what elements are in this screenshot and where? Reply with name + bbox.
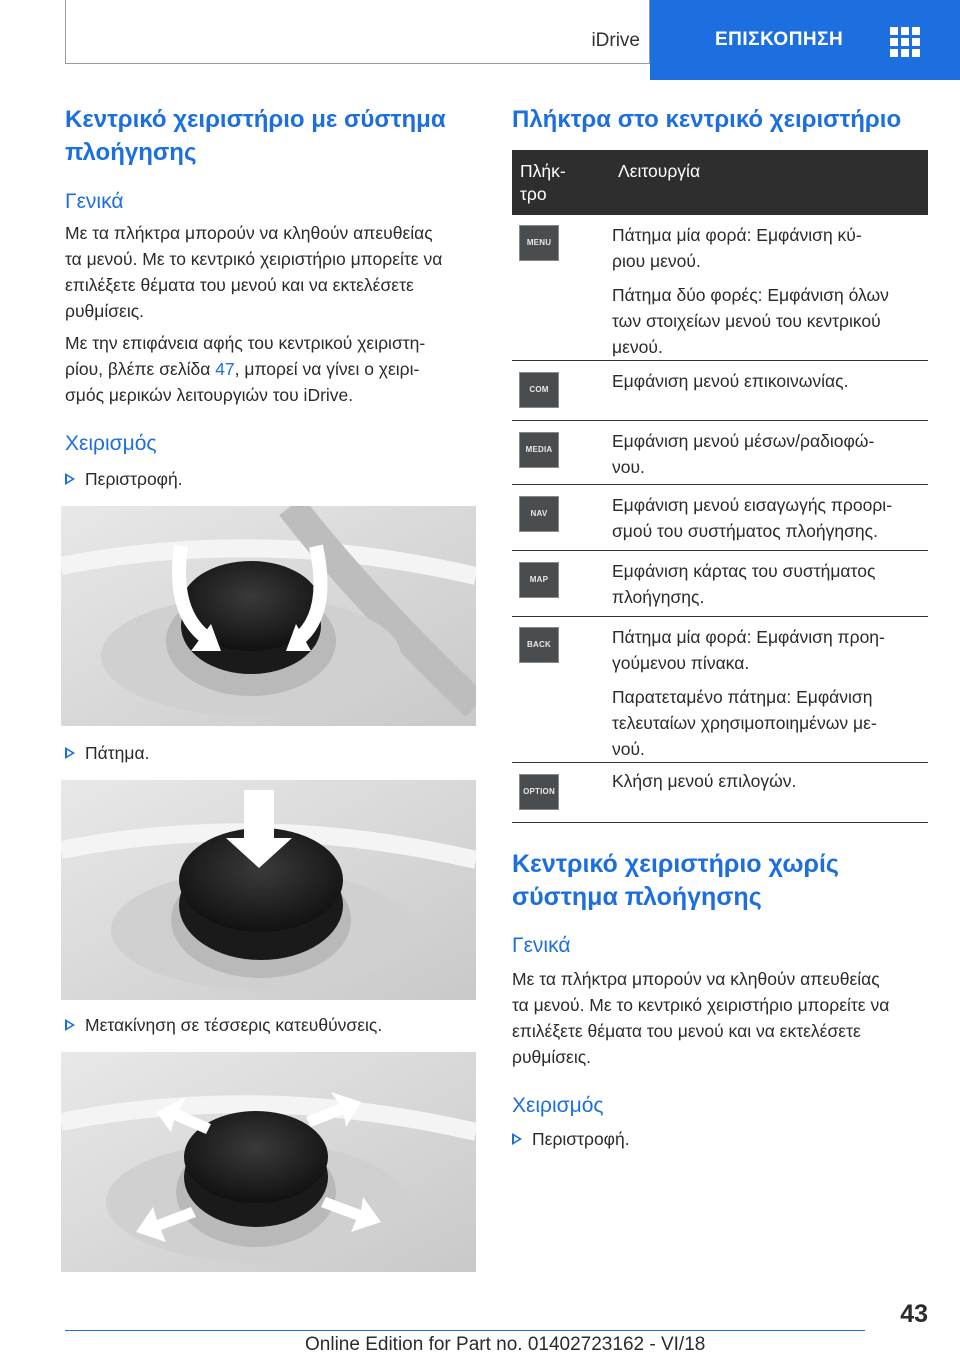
header-section: iDrive <box>591 30 640 51</box>
grid-icon <box>890 27 920 57</box>
com-key-icon: COM <box>519 372 559 408</box>
bullet-move: Μετακίνηση σε τέσσερις κατευθύνσεις. <box>65 1012 382 1038</box>
operation-heading: Χειρισμός <box>65 432 157 455</box>
media-key-icon: MEDIA <box>519 432 559 468</box>
page-number: 43 <box>900 1300 928 1328</box>
table-row-com: Εμφάνιση μενού επικοινωνίας. <box>612 371 849 391</box>
section-title: Κεντρικό χειριστήριο με σύστημα πλοήγησης <box>65 106 446 166</box>
table-row-option: Κλήση μενού επιλογών. <box>612 771 797 791</box>
general-paragraph-3: Με τα πλήκτρα μπορούν να κληθούν απευθείας τα μενού. Με το κεντρικό χειριστήριο μπορείτε να επιλέξετε θέματα του μενού και να εκτελέσετε ρυθμίσεις. <box>512 969 890 1067</box>
bullet-rotate: Περιστροφή. <box>65 466 183 492</box>
controller-rotate-image <box>61 506 476 726</box>
section-title-2: Κεντρικό χειριστήριο χωρίς σύστημα πλοήγησης <box>512 850 839 911</box>
option-key-icon: OPTION <box>519 774 559 810</box>
operation-heading-2: Χειρισμός <box>512 1094 604 1117</box>
footer-edition: Online Edition for Part no. 01402723162 - VI/18 <box>305 1334 706 1355</box>
table-row-menu: Πάτημα μία φορά: Εμφάνιση κύ‐ ριου μενού. Πάτημα δύο φορές: Εμφάνιση όλων των στοιχείων μενού του κεντρικού μενού. <box>612 225 889 357</box>
controller-press-image <box>61 780 476 1000</box>
menu-key-icon: MENU <box>519 225 559 261</box>
general-paragraph-1: Με τα πλήκτρα μπορούν να κληθούν απευθείας τα μενού. Με το κεντρικό χειριστήριο μπορείτε να επιλέξετε θέματα του μενού και να εκτελέσετε ρυθμίσεις. <box>65 223 443 321</box>
keys-title: Πλήκτρα στο κεντρικό χειριστήριο <box>512 106 902 133</box>
general-heading: Γενικά <box>65 190 124 213</box>
keys-table-header: Πλήκ‐ τρο Λειτουργία <box>512 150 928 215</box>
table-row-media: Εμφάνιση μενού μέσων/ραδιοφώ‐ νου. <box>612 431 875 477</box>
bullet-triangle-icon <box>65 1019 75 1031</box>
table-row-map: Εμφάνιση κάρτας του συστήματος πλοήγησης. <box>612 561 876 607</box>
table-row-nav: Εμφάνιση μενού εισαγωγής προορι‐ σμού του συστήματος πλοήγησης. <box>612 495 893 541</box>
bullet-rotate-2: Περιστροφή. <box>512 1126 630 1152</box>
back-key-icon: BACK <box>519 627 559 663</box>
table-row-back: Πάτημα μία φορά: Εμφάνιση προη‐ γούμενου πίνακα. Παρατεταμένο πάτημα: Εμφάνιση τελευταίων χρησιμοποιημένων με‐ νού. <box>612 627 885 759</box>
general-heading-2: Γενικά <box>512 934 571 957</box>
nav-key-icon: NAV <box>519 496 559 532</box>
page-link[interactable]: 47 <box>215 359 235 379</box>
header-frame <box>65 0 650 64</box>
footer-divider <box>65 1330 865 1331</box>
controller-move-image <box>61 1052 476 1272</box>
general-paragraph-2: Με την επιφάνεια αφής του κεντρικού χειριστη‐ ρίου, βλέπε σελίδα 47, μπορεί να γίνει ο χειρι‐ σμός μερικών λειτουργιών του iDrive. <box>65 333 426 405</box>
bullet-triangle-icon <box>65 473 75 485</box>
bullet-triangle-icon <box>65 747 75 759</box>
map-key-icon: MAP <box>519 562 559 598</box>
bullet-triangle-icon <box>512 1133 522 1145</box>
bullet-press: Πάτημα. <box>65 740 149 766</box>
header-chapter: ΕΠΙΣΚΟΠΗΣΗ <box>715 29 844 50</box>
